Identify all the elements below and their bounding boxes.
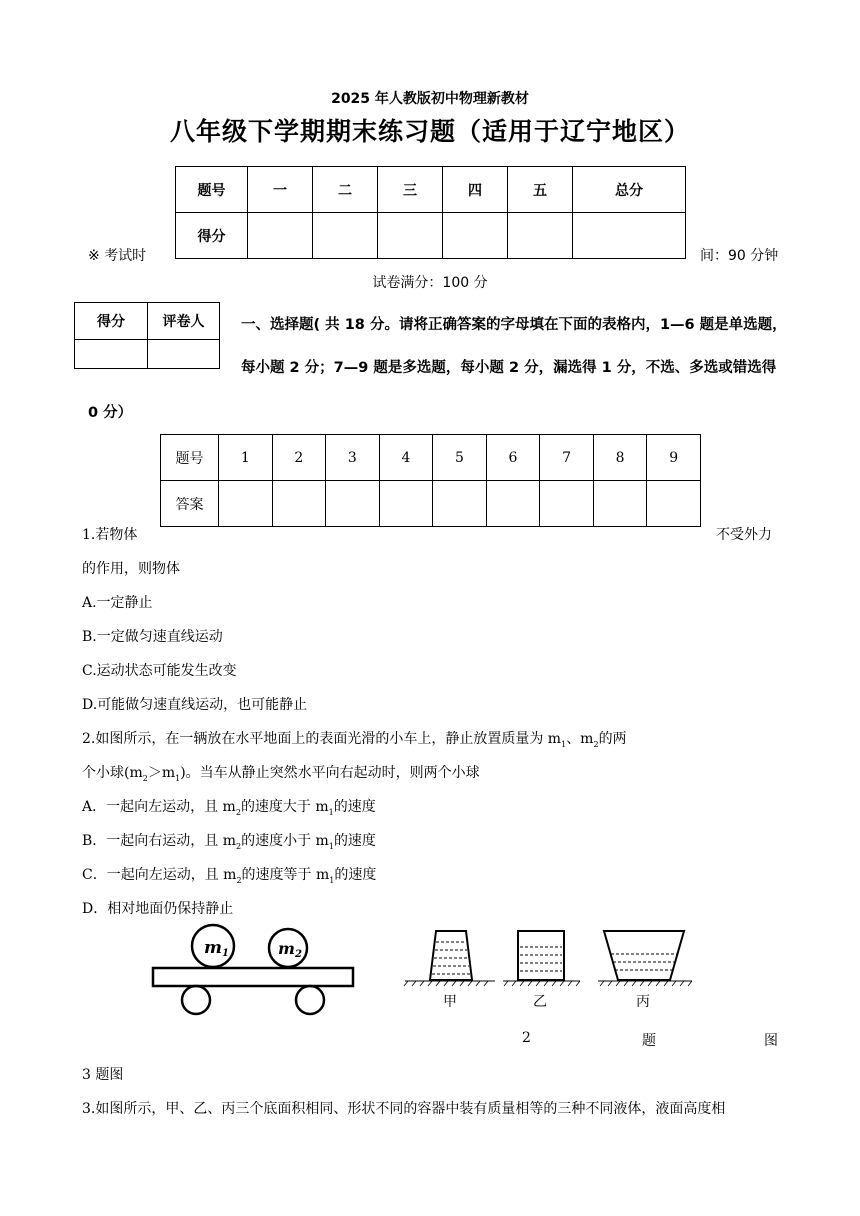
answer-cell[interactable] (326, 481, 380, 527)
q2-text-line1: 2.如图所示，在一辆放在水平地面上的表面光滑的小车上，静止放置质量为 $m_1$、$m_2$的两 (82, 731, 627, 749)
q1-option-b: B.一定做匀速直线运动 (82, 629, 223, 645)
grader-table (74, 302, 220, 369)
question-number: 9 (647, 435, 701, 481)
score-cell[interactable] (443, 213, 508, 259)
q1-text-end: 不受外力 (716, 527, 772, 543)
cart-wheel-left (182, 986, 210, 1014)
ball-m1-label: m1 (204, 938, 229, 959)
score-col-header: 五 (508, 167, 573, 213)
score-table-score-row (176, 213, 686, 259)
answer-table (160, 434, 701, 527)
exam-subtitle: 2025 年人教版初中物理新教材 (331, 91, 529, 107)
answer-cell[interactable] (486, 481, 540, 527)
ball-m2-label: m2 (278, 939, 302, 960)
answer-cell[interactable] (540, 481, 594, 527)
answer-number-label: 题号 (161, 435, 219, 481)
section1-instruction-line3: 0 分） (88, 405, 133, 421)
question-number: 3 (326, 435, 380, 481)
full-score: 试卷满分：100 分 (372, 275, 488, 291)
q1-option-a: A.一定静止 (82, 595, 153, 611)
exam-time-right: 间：90 分钟 (700, 248, 779, 264)
score-cell[interactable] (508, 213, 573, 259)
caption-q2-ti: 题 (642, 1033, 656, 1049)
score-cell[interactable] (313, 213, 378, 259)
answer-cell[interactable] (219, 481, 273, 527)
score-row-label: 得分 (176, 213, 248, 259)
question-number: 1 (219, 435, 273, 481)
caption-q2-number: 2 (522, 1030, 531, 1046)
question-number: 5 (433, 435, 487, 481)
answer-cell[interactable] (272, 481, 326, 527)
question-number: 7 (540, 435, 594, 481)
answer-table-answer-row (161, 481, 701, 527)
q1-option-c: C.运动状态可能发生改变 (82, 663, 237, 679)
q1-text-line2: 的作用，则物体 (82, 561, 180, 577)
q1-option-d: D.可能做匀速直线运动，也可能静止 (82, 697, 308, 713)
score-col-header: 四 (443, 167, 508, 213)
q1-text-start: 1.若物体 (82, 527, 138, 543)
containers-figure (400, 924, 700, 1014)
section1-instruction-line1: 一、选择题( 共 18 分。请将正确答案的字母填在下面的表格内，1—6 题是单选题， (241, 317, 787, 333)
score-cell[interactable] (248, 213, 313, 259)
q2-option-a: A．一起向左运动，且 $m_2$的速度大于 $m_1$的速度 (82, 799, 376, 817)
container-label-bing: 丙 (636, 994, 650, 1010)
answer-cell[interactable] (593, 481, 647, 527)
question-number: 2 (272, 435, 326, 481)
score-col-header: 一 (248, 167, 313, 213)
score-cell[interactable] (378, 213, 443, 259)
section1-instruction-line2: 每小题 2 分；7—9 题是多选题，每小题 2 分，漏选得 1 分，不选、多选或错选得 (241, 360, 777, 376)
caption-q2-tu: 图 (764, 1033, 778, 1049)
cart-wheel-right (296, 986, 324, 1014)
grader-name-label: 评卷人 (148, 303, 220, 340)
score-col-header: 总分 (573, 167, 686, 213)
question-number: 4 (379, 435, 433, 481)
answer-cell[interactable] (647, 481, 701, 527)
q2-option-c: C．一起向左运动，且 $m_2$的速度等于 $m_1$的速度 (82, 867, 377, 885)
cart-figure (148, 922, 358, 1022)
answer-table-number-row (161, 435, 701, 481)
cart-body (153, 968, 353, 986)
exam-title: 八年级下学期期末练习题（适用于辽宁地区） (169, 117, 690, 146)
q2-option-d: D．相对地面仍保持静止 (82, 901, 234, 917)
grader-score-label: 得分 (75, 303, 148, 340)
score-col-header: 三 (378, 167, 443, 213)
container-label-jia: 甲 (443, 994, 457, 1010)
grader-name-cell[interactable] (148, 340, 220, 369)
question-number: 6 (486, 435, 540, 481)
score-col-header: 题号 (176, 167, 248, 213)
answer-cell[interactable] (433, 481, 487, 527)
grader-score-cell[interactable] (75, 340, 148, 369)
score-col-header: 二 (313, 167, 378, 213)
q3-text-line1: 3.如图所示，甲、乙、丙三个底面积相同、形状不同的容器中装有质量相等的三种不同液体，液面高度相 (82, 1101, 726, 1117)
score-table (175, 166, 686, 259)
exam-time-left: ※ 考试时 (88, 248, 147, 264)
q2-text-line2: 个小球$(m_2>m_1)$。当车从静止突然水平向右起动时，则两个小球 (82, 765, 480, 783)
q2-option-b: B．一起向右运动，且 $m_2$的速度小于 $m_1$的速度 (82, 833, 376, 851)
answer-cell[interactable] (379, 481, 433, 527)
container-label-yi: 乙 (533, 994, 547, 1010)
question-number: 8 (593, 435, 647, 481)
container-jia (430, 931, 472, 980)
score-cell[interactable] (573, 213, 686, 259)
caption-q3: 3 题图 (82, 1067, 124, 1083)
score-table-header-row (176, 167, 686, 213)
container-bing (604, 931, 684, 980)
answer-label: 答案 (161, 481, 219, 527)
